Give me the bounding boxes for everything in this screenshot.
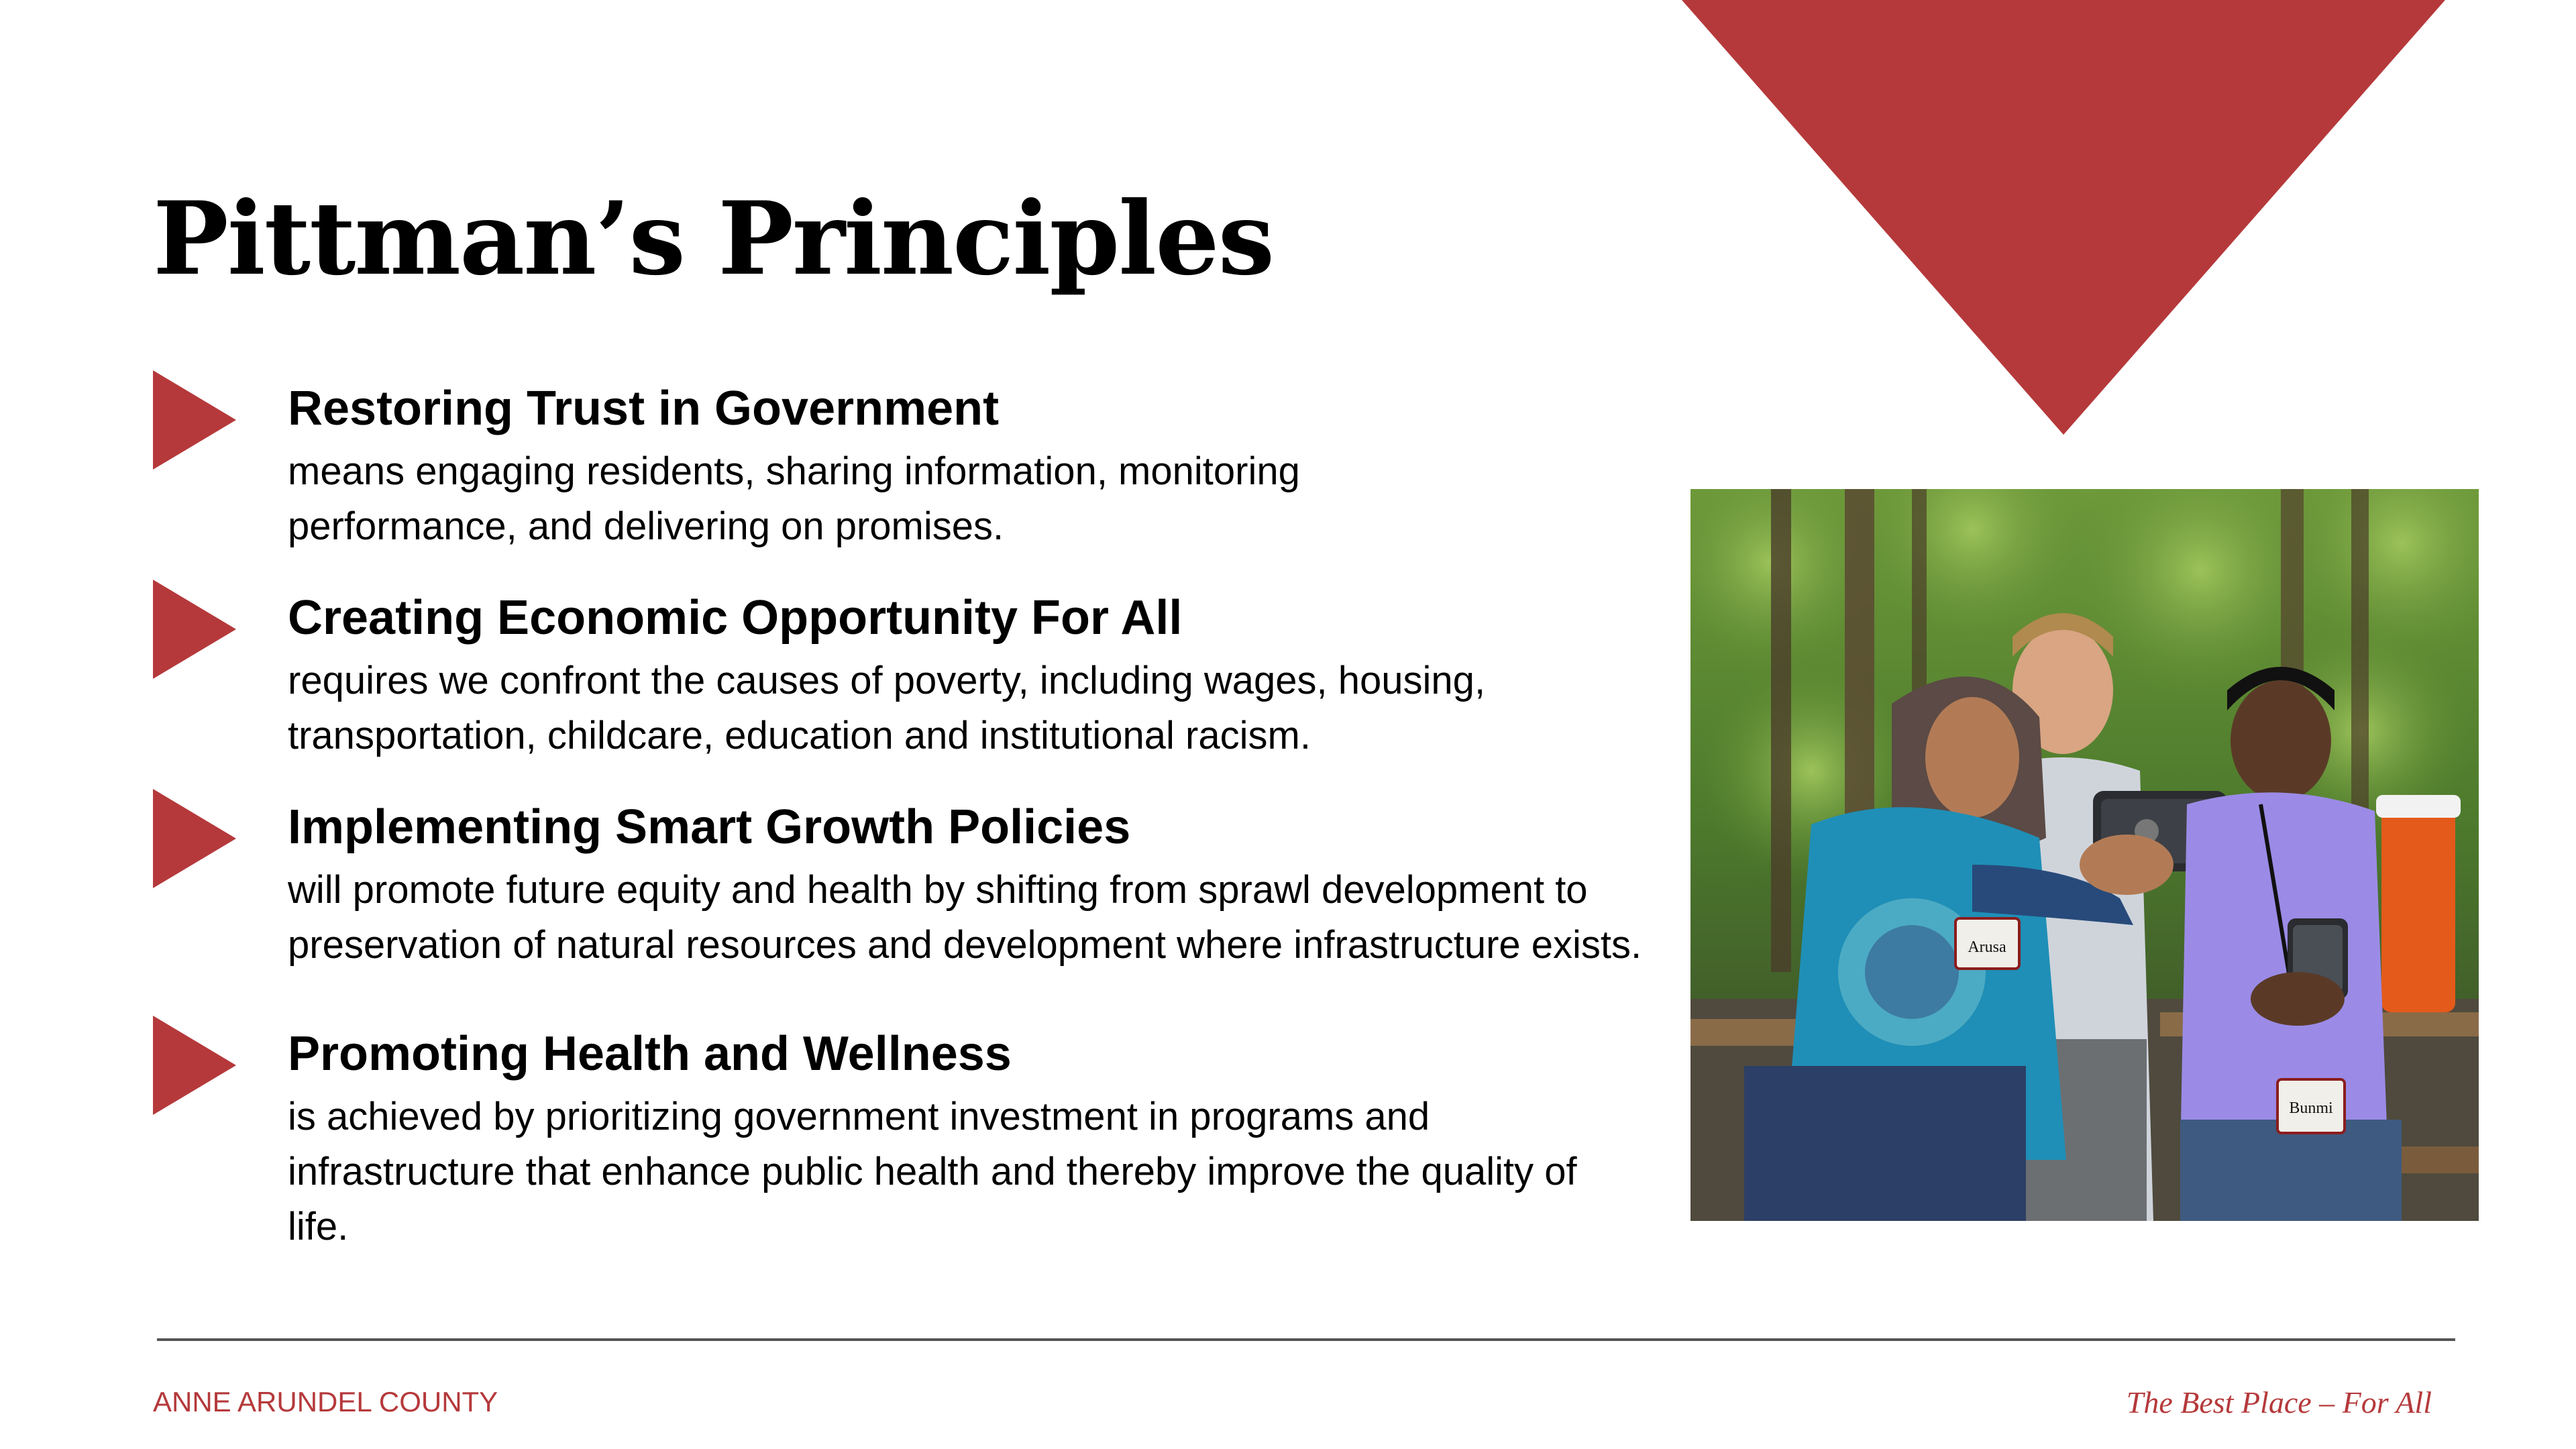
decorative-triangle: [1682, 0, 2445, 435]
principle-description: [288, 863, 1831, 973]
principle-description: [288, 653, 1831, 763]
slide-title: Pittman’s Principles: [153, 180, 1274, 298]
footer-divider: [157, 1338, 2455, 1341]
principle-description-line: life.: [288, 1205, 349, 1248]
principle-description-line: will promote future equity and health by shifting from sprawl development to: [288, 868, 1588, 912]
triangle-bullet-icon: [153, 580, 236, 679]
principle-description-line: is achieved by prioritizing government investment in programs and: [288, 1095, 1430, 1138]
principle-heading: Implementing Smart Growth Policies: [288, 800, 1131, 854]
triangle-bullet-icon: [153, 789, 236, 888]
principle-description-line: performance, and delivering on promises.: [288, 504, 1004, 548]
triangle-bullet-icon: [153, 370, 236, 470]
photo-residents-selfie: [1690, 489, 2479, 1221]
principle-description-line: means engaging residents, sharing information, monitoring: [288, 449, 1300, 493]
footer-tagline: The Best Place – For All: [2126, 1385, 2432, 1419]
triangle-bullet-icon: [153, 1016, 236, 1115]
principle-heading: Creating Economic Opportunity For All: [288, 591, 1183, 645]
principle-heading: Promoting Health and Wellness: [288, 1027, 1012, 1081]
name-badge-text: Bunmi: [2289, 1099, 2333, 1117]
principle-description: [288, 1089, 1831, 1254]
principle-description-line: transportation, childcare, education and institutional racism.: [288, 714, 1311, 757]
name-badge-text: Arusa: [1968, 938, 2006, 956]
principle-description-line: preservation of natural resources and development where infrastructure exists.: [288, 923, 1642, 967]
principle-description: [288, 444, 1831, 554]
footer-county-name: ANNE ARUNDEL COUNTY: [153, 1386, 498, 1417]
principle-description-line: requires we confront the causes of poverty, including wages, housing,: [288, 659, 1486, 702]
principle-description-line: infrastructure that enhance public health and thereby improve the quality of: [288, 1150, 1577, 1193]
principle-heading: Restoring Trust in Government: [288, 382, 1000, 435]
